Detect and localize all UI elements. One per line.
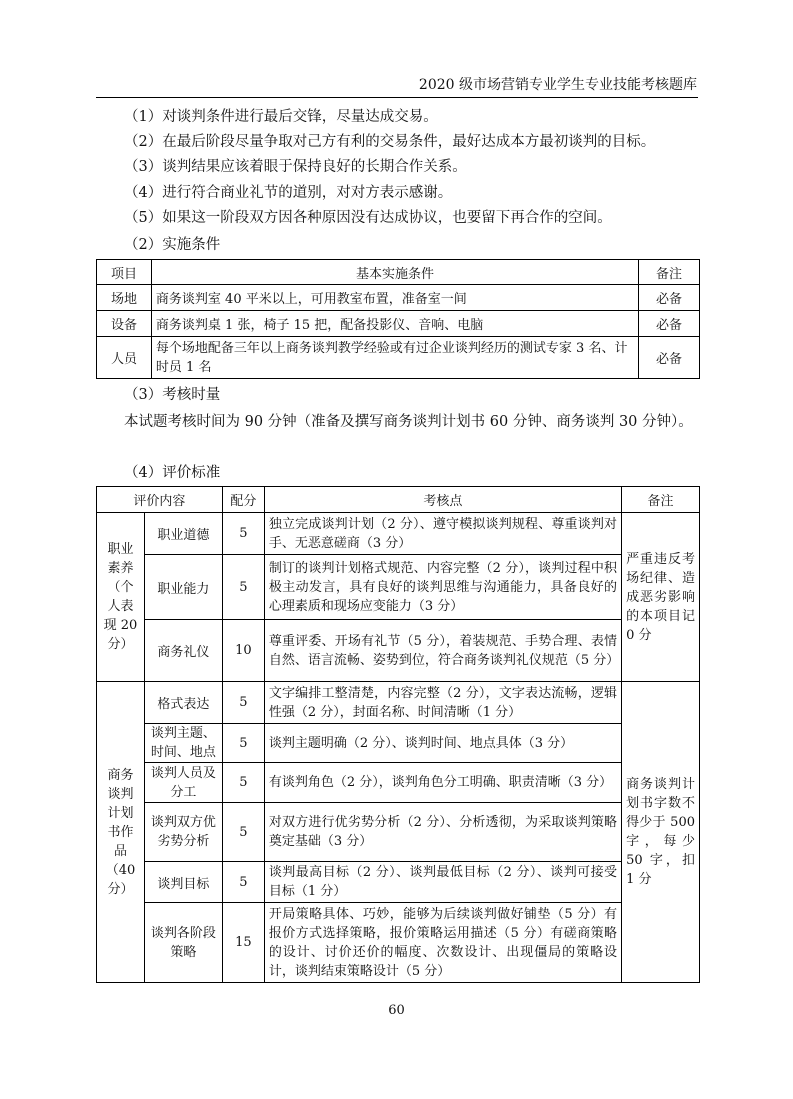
table-row: [97, 763, 700, 803]
condition-desc: 每个场地配备三年以上商务谈判教学经验或有过企业谈判经历的测试专家 3 名、计时员 1 名: [151, 337, 638, 379]
criteria-score: 5: [222, 724, 264, 763]
criteria-table: [96, 486, 700, 983]
section-heading-conditions: （2）实施条件: [124, 237, 221, 253]
criteria-score: 10: [222, 620, 264, 682]
criteria-item: 谈判目标: [144, 862, 222, 903]
step-1: （1）对谈判条件进行最后交锋，尽量达成交易。: [124, 109, 438, 125]
table-row: [97, 724, 700, 763]
criteria-item: 职业道德: [144, 513, 222, 555]
condition-desc: 商务谈判桌 1 张，椅子 15 把，配备投影仪、音响、电脑: [151, 311, 638, 337]
table-row: [97, 311, 700, 337]
step-2: （2）在最后阶段尽量争取对己方有利的交易条件，最好达成本方最初谈判的目标。: [124, 134, 656, 150]
section-heading-criteria: （4）评价标准: [124, 465, 221, 481]
criteria-item: 商务礼仪: [144, 620, 222, 682]
table-row: [97, 285, 700, 311]
table-row: [97, 862, 700, 903]
criteria-points: 尊重评委、开场有礼节（5 分），着装规范、手势合理、表情自然、语言流畅、姿势到位，符合商务谈判礼仪规范（5 分）: [264, 620, 621, 682]
criteria-group-note: 商务谈判计划书字数不得少于 500 字，每少 50 字，扣 1 分: [622, 682, 700, 983]
table-row: [97, 803, 700, 862]
criteria-score: 15: [222, 903, 264, 983]
table-row: [97, 555, 700, 620]
table-row: [97, 620, 700, 682]
page-number: 60: [388, 1003, 405, 1018]
conditions-header-item: 项目: [97, 260, 152, 285]
criteria-score: 5: [222, 803, 264, 862]
criteria-points: 文字编排工整清楚，内容完整（2 分），文字表达流畅，逻辑性强（2 分），封面名称、时间清晰（1 分）: [264, 682, 621, 724]
criteria-points: 对双方进行优劣势分析（2 分）、分析透彻，为采取谈判策略奠定基础（3 分）: [264, 803, 621, 862]
table-row: [97, 513, 700, 555]
criteria-score: 5: [222, 555, 264, 620]
criteria-points: 谈判最高目标（2 分）、谈判最低目标（2 分）、谈判可接受目标（1 分）: [264, 862, 621, 903]
criteria-header-score: 配分: [222, 487, 264, 513]
criteria-group-name: 职业素养（个人表现 20 分）: [97, 513, 145, 682]
step-4: （4）进行符合商业礼节的道别，对对方表示感谢。: [124, 185, 453, 201]
conditions-header-desc: 基本实施条件: [151, 260, 638, 285]
criteria-points: 开局策略具体、巧妙，能够为后续谈判做好铺垫（5 分）有报价方式选择策略，报价策略运用描述（5 分）有磋商策略的设计、讨价还价的幅度、次数设计、出现僵局的策略设计，谈判结束策略设计（5 分）: [264, 903, 621, 983]
criteria-group-note: 严重违反考场纪律、造成恶劣影响的本项目记 0 分: [622, 513, 700, 682]
step-5: （5）如果这一阶段双方因各种原因没有达成协议，也要留下再合作的空间。: [124, 210, 612, 226]
condition-item: 人员: [97, 337, 152, 379]
criteria-score: 5: [222, 862, 264, 903]
duration-text: 本试题考核时间为 90 分钟（准备及撰写商务谈判计划书 60 分钟、商务谈判 30 分钟）。: [124, 414, 693, 430]
step-3: （3）谈判结果应该着眼于保持良好的长期合作关系。: [124, 159, 467, 175]
criteria-header-content: 评价内容: [97, 487, 223, 513]
criteria-score: 5: [222, 763, 264, 803]
condition-desc: 商务谈判室 40 平米以上，可用教室布置，准备室一间: [151, 285, 638, 311]
condition-item: 场地: [97, 285, 152, 311]
header-rule: [96, 97, 698, 98]
condition-note: 必备: [639, 337, 700, 379]
section-heading-duration: （3）考核时量: [124, 387, 221, 403]
criteria-item: 职业能力: [144, 555, 222, 620]
conditions-header-note: 备注: [639, 260, 700, 285]
criteria-item: 谈判人员及分工: [144, 763, 222, 803]
condition-item: 设备: [97, 311, 152, 337]
criteria-header-note: 备注: [622, 487, 700, 513]
criteria-points: 制订的谈判计划格式规范、内容完整（2 分），谈判过程中积极主动发言，具有良好的谈判思维与沟通能力，具备良好的心理素质和现场应变能力（3 分）: [264, 555, 621, 620]
condition-note: 必备: [639, 285, 700, 311]
criteria-group-name: 商务谈判计划书作品（40 分）: [97, 682, 145, 983]
conditions-table: [96, 259, 700, 379]
page-header: 2020 级市场营销专业学生专业技能考核题库: [418, 77, 697, 93]
criteria-item: 格式表达: [144, 682, 222, 724]
criteria-item: 谈判主题、时间、地点: [144, 724, 222, 763]
table-row: [97, 682, 700, 724]
criteria-score: 5: [222, 513, 264, 555]
table-row: [97, 903, 700, 983]
criteria-score: 5: [222, 682, 264, 724]
criteria-points: 独立完成谈判计划（2 分）、遵守模拟谈判规程、尊重谈判对手、无恶意磋商（3 分）: [264, 513, 621, 555]
criteria-item: 谈判各阶段策略: [144, 903, 222, 983]
condition-note: 必备: [639, 311, 700, 337]
criteria-item: 谈判双方优劣势分析: [144, 803, 222, 862]
criteria-header-points: 考核点: [264, 487, 621, 513]
table-row: [97, 337, 700, 379]
criteria-points: 谈判主题明确（2 分）、谈判时间、地点具体（3 分）: [264, 724, 621, 763]
criteria-points: 有谈判角色（2 分），谈判角色分工明确、职责清晰（3 分）: [264, 763, 621, 803]
